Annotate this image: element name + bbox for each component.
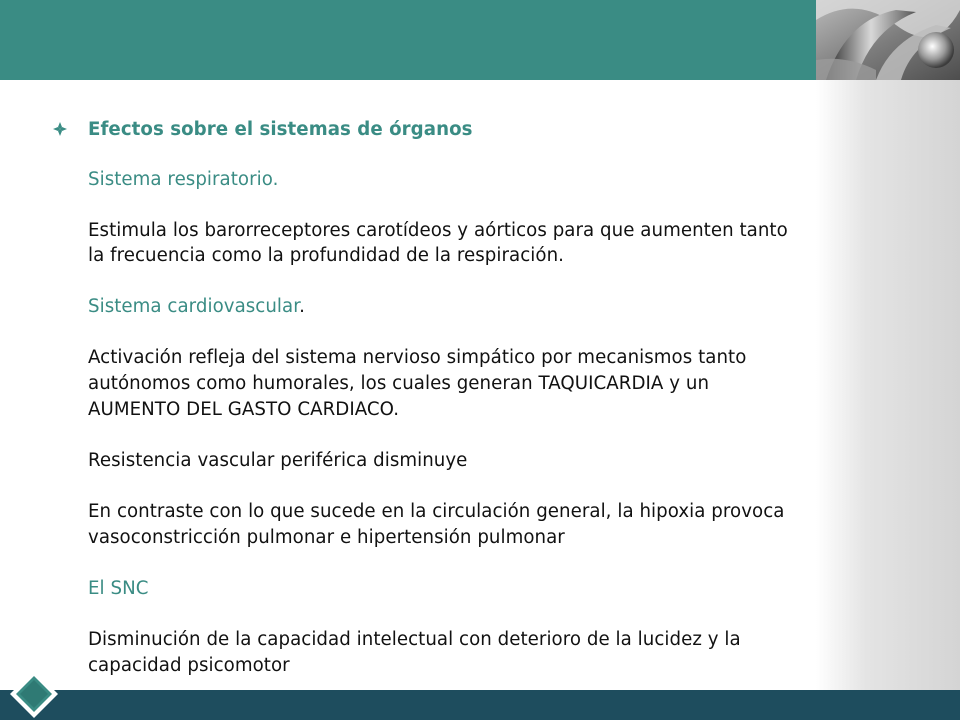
cardiovascular-line-3: AUMENTO DEL GASTO CARDIACO. [88,399,400,420]
respiratory-title: Sistema respiratorio. [88,169,279,190]
resistance-text: Resistencia vascular periférica disminuye [88,450,468,471]
cns-line-1: Disminución de la capacidad intelectual con deterioro de la lucidez y la [88,629,741,650]
cardiovascular-line-1: Activación refleja del sistema nervioso simpático por mecanismos tanto [88,347,747,368]
cns-title: El SNC [88,578,149,599]
cns-line-2: capacidad psicomotor [88,655,290,676]
pulmonary-line-1: En contraste con lo que sucede en la circulación general, la hipoxia provoca [88,501,785,522]
cardiovascular-line-2: autónomos como humorales, los cuales generan TAQUICARDIA y un [88,373,710,394]
diamond-bullet-icon [52,121,68,137]
cardiovascular-title-suffix: . [299,296,305,317]
cardiovascular-title-row [88,295,305,319]
respiratory-line-1: Estimula los barorreceptores carotídeos y aórticos para que aumenten tanto [88,220,788,241]
cardiovascular-title: Sistema cardiovascular [88,296,300,317]
slide-heading: Efectos sobre el sistemas de órganos [88,119,473,140]
respiratory-line-2: la frecuencia como la profundidad de la respiración. [88,245,564,266]
pulmonary-line-2: vasoconstricción pulmonar e hipertensión pulmonar [88,527,565,548]
